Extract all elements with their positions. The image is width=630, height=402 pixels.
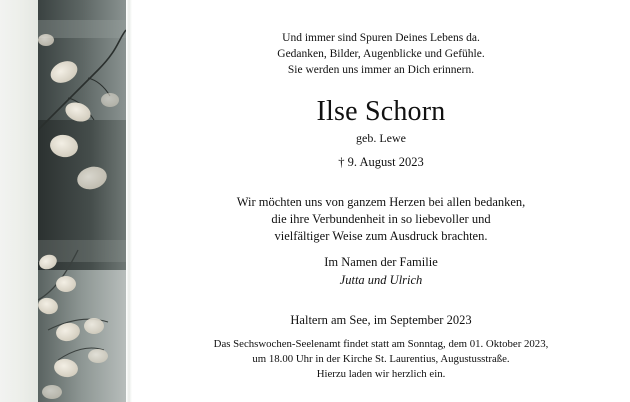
verse-line-2: Gedanken, Bilder, Augenblicke und Gefühle. [277,48,485,60]
left-frame-edge [0,0,39,402]
death-date: † 9. August 2023 [338,155,424,169]
family-names: Jutta und Ulrich [339,273,423,287]
obituary-text [132,0,630,402]
thanks-message [132,194,630,245]
verse-line-1: Und immer sind Spuren Deines Lebens da. [282,32,480,44]
notice-line-2: um 18.00 Uhr in der Kirche St. Laurentius, Augustusstraße. [252,353,510,365]
leaf-branch-image [38,0,126,402]
deceased-name: Ilse Schorn [316,96,446,127]
verse-line-3: Sie werden uns immer an Dich erinnern. [287,64,475,76]
notice-line-3: Hierzu laden wir herzlich ein. [316,368,446,380]
notice-line-1: Das Sechswochen-Seelenamt findet statt am Sonntag, dem 01. Oktober 2023, [213,338,549,350]
family-intro: Im Namen der Familie [324,255,438,269]
thanks-line-3: vielfältiger Weise zum Ausdruck brachten. [274,229,488,243]
thanks-line-1: Wir möchten uns von ganzem Herzen bei allen bedanken, [236,195,526,209]
place-and-date: Haltern am See, im September 2023 [290,313,472,327]
birth-name: geb. Lewe [356,131,406,145]
memorial-verse [132,30,630,78]
thanks-line-2: die ihre Verbundenheit in so liebevoller und [271,212,491,226]
service-notice [132,337,630,382]
decorative-leaf-photo [38,0,126,402]
